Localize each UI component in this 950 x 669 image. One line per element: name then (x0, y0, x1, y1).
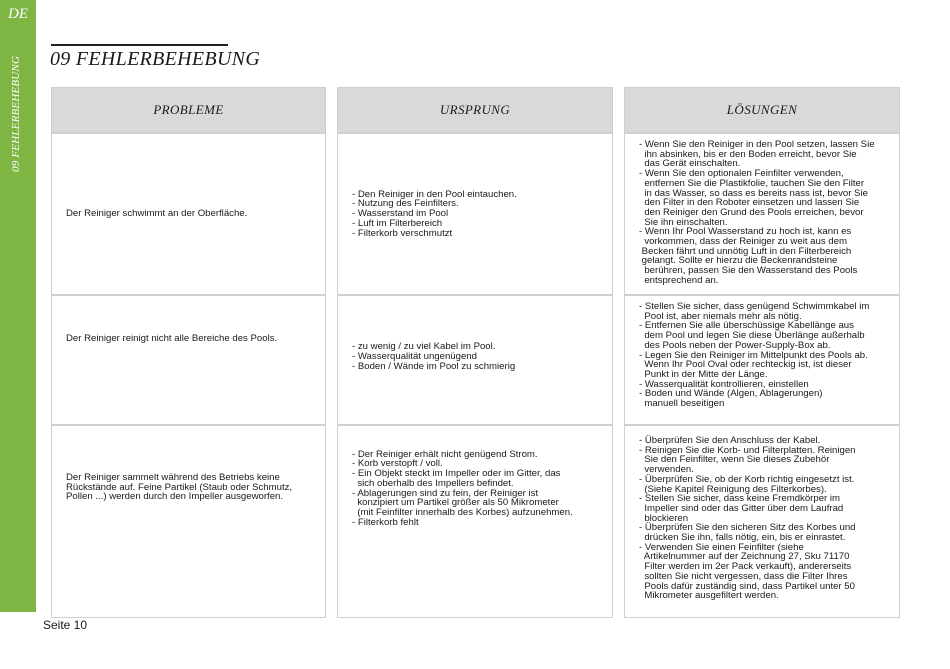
solution-line: - Stellen Sie sicher, dass genügend Schwimmkabel im (639, 301, 870, 312)
solution-line: Punkt in der Mitte der Länge. (639, 368, 768, 380)
solution-line: entsprechend an. (639, 274, 719, 286)
origin-line: - Nutzung des Feinfilters. (352, 198, 459, 210)
solution-line: entfernen Sie die Plastikfolie, tauchen Sie den Filter (639, 177, 865, 189)
origin-text-2 (352, 342, 515, 371)
origin-line: - Ablagerungen sind zu fein, der Reiniger ist (352, 487, 539, 499)
solution-line: Artikelnummer auf der Zeichnung 27, Sku 71170 (639, 551, 850, 563)
origin-text-1 (352, 190, 517, 239)
solution-line: Impeller sind oder das Gitter über dem Laufrad (639, 502, 844, 514)
solution-line: - Überprüfen Sie, ob der Korb richtig eingesetzt ist. (639, 473, 855, 485)
problem-line: Der Reiniger reinigt nicht alle Bereiche des Pools. (66, 333, 278, 345)
column-header-problems: PROBLEME (51, 87, 326, 133)
origin-line: - Filterkorb verschmutzt (352, 227, 453, 239)
origin-line: - Der Reiniger erhält nicht genügend Strom. (352, 448, 538, 460)
origin-line: - Korb verstopft / voll. (352, 458, 443, 470)
origin-line: - Wasserqualität ungenügend (352, 351, 477, 363)
problem-text-2 (66, 334, 277, 344)
origin-line: - Ein Objekt steckt im Impeller oder im Gitter, das (352, 468, 561, 480)
solution-line: das Gerät einschalten. (639, 158, 741, 170)
solution-line: in das Wasser, so dass es bereits nass ist, bevor Sie (639, 187, 868, 199)
origin-line: (mit Feinfilter innerhalb des Korbes) aufzunehmen. (352, 506, 573, 518)
problem-line: Rückstände auf. Feine Partikel (Staub oder Schmutz, (66, 481, 293, 493)
solution-line: berühren, passen Sie den Wasserstand des Pools (639, 265, 858, 277)
solution-line: blockieren (639, 512, 689, 524)
solution-line: - Überprüfen Sie den Anschluss der Kabel. (639, 435, 821, 446)
problem-line: Pollen ...) werden durch den Impeller ausgeworfen. (66, 491, 284, 503)
solution-line: Filter werden im 2er Pack verkauft), andererseits (639, 561, 852, 573)
origin-line: sich oberhalb des Impellers befindet. (352, 477, 514, 489)
solution-line: - Legen Sie den Reiniger im Mittelpunkt des Pools ab. (639, 349, 868, 361)
origin-text-3 (352, 450, 573, 528)
problem-line: Der Reiniger sammelt während des Betriebs keine (66, 471, 280, 483)
solution-line: manuell beseitigen (639, 398, 725, 410)
solution-line: dem Pool und legen Sie diese Überlänge außerhalb (639, 330, 865, 342)
column-header-solutions: LÖSUNGEN (624, 87, 900, 133)
origin-line: konzipiert um Partikel größer als 50 Mikrometer (352, 497, 559, 509)
origin-cell-2 (337, 295, 613, 425)
solution-cell-2 (624, 295, 900, 425)
problem-line: Der Reiniger schwimmt an der Oberfläche. (66, 208, 248, 220)
solution-line: - Wenn Sie den Reiniger in den Pool setzen, lassen Sie (639, 139, 875, 150)
solution-text-3 (639, 436, 856, 601)
origin-line: - zu wenig / zu viel Kabel im Pool. (352, 341, 496, 353)
solution-line: verwenden. (639, 464, 694, 476)
solution-line: - Wenn Sie den optionalen Feinfilter verwenden, (639, 168, 844, 180)
solution-line: Mikrometer ausgefiltert werden. (639, 590, 779, 602)
solution-line: Sie den Feinfilter, wenn Sie dieses Zubehör (639, 454, 830, 466)
solution-line: Pool ist, aber niemals mehr als nötig. (639, 310, 802, 322)
title-rule (51, 44, 228, 46)
problem-cell-1 (51, 133, 326, 295)
solution-line: - Boden und Wände (Algen, Ablagerungen) (639, 388, 823, 400)
solution-line: - Entfernen Sie alle überschüssige Kabellänge aus (639, 320, 854, 332)
page-number: Seite 10 (43, 618, 88, 632)
chapter-sidebar (0, 0, 36, 612)
origin-line: - Filterkorb fehlt (352, 516, 419, 528)
solution-text-1 (639, 140, 875, 286)
solution-cell-3 (624, 425, 900, 618)
origin-line: - Boden / Wände im Pool zu schmierig (352, 360, 516, 372)
origin-line: - Den Reiniger in den Pool eintauchen. (352, 188, 517, 200)
problem-text-3 (66, 473, 292, 502)
solution-line: - Wasserqualität kontrollieren, einstellen (639, 378, 809, 390)
solution-line: - Überprüfen Sie den sicheren Sitz des Korbes und (639, 522, 856, 534)
solution-line: - Stellen Sie sicher, dass keine Fremdkörper im (639, 493, 841, 505)
solution-line: den Filter in den Roboter einsetzen und lassen Sie (639, 197, 860, 209)
solution-line: sollten Sie nicht vergessen, dass die Filter Ihres (639, 570, 848, 582)
solution-line: drücken Sie ihn, falls nötig, ein, bis er einrastet. (639, 532, 846, 544)
solution-line: den Reiniger den Grund des Pools erreichen, bevor (639, 206, 864, 218)
solution-line: - Wenn Ihr Pool Wasserstand zu hoch ist, kann es (639, 226, 852, 238)
origin-line: - Luft im Filterbereich (352, 217, 443, 229)
solution-cell-1 (624, 133, 900, 295)
solution-text-2 (639, 302, 869, 409)
problem-text-1 (66, 209, 247, 219)
origin-cell-1 (337, 133, 613, 295)
origin-line: - Wasserstand im Pool (352, 208, 449, 220)
sidebar-section-title: 09 FEHLERBEHEBUNG (10, 55, 22, 172)
solution-line: - Reinigen Sie die Korb- und Filterplatten. Reinigen (639, 444, 856, 456)
column-header-origin: URSPRUNG (337, 87, 613, 133)
solution-line: des Pools neben der Power-Supply-Box ab. (639, 339, 831, 351)
solution-line: Becken fährt und unnötig Luft in den Filterbereich (639, 245, 852, 257)
solution-line: (Siehe Kapitel Reinigung des Filterkorbes). (639, 483, 827, 495)
solution-line: - Verwenden Sie einen Feinfilter (siehe (639, 541, 804, 553)
problem-cell-3 (51, 425, 326, 618)
solution-line: vorkommen, dass der Reiniger zu weit aus dem (639, 236, 847, 248)
origin-cell-3 (337, 425, 613, 618)
solution-line: ihn absinken, bis er den Boden erreicht, bevor Sie (639, 148, 857, 160)
solution-line: Sie ihn einschalten. (639, 216, 728, 228)
solution-line: gelangt. Sollte er hierzu die Beckenrandsteine (639, 255, 838, 267)
page-title: 09 FEHLERBEHEBUNG (50, 48, 261, 70)
solution-line: Wenn Ihr Pool Oval oder rechteckig ist, ist dieser (639, 359, 852, 371)
problem-cell-2 (51, 295, 326, 425)
solution-line: Pools dafür zuständig sind, dass Partikel unter 50 (639, 580, 855, 592)
language-label: DE (8, 6, 28, 22)
